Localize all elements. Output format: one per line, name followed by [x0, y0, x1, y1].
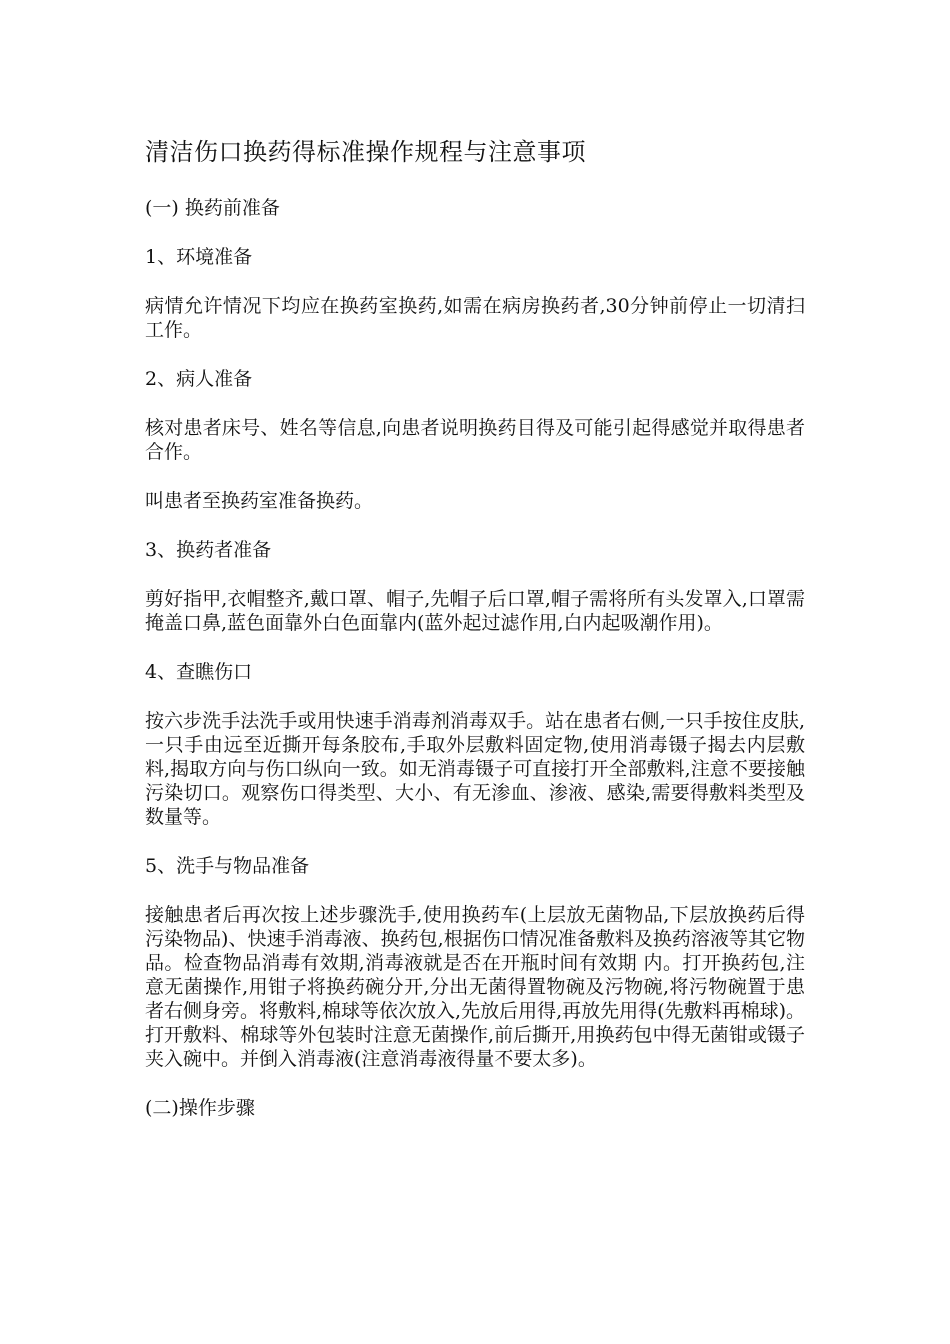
- subheading-handwash-supplies: 5、洗手与物品准备: [145, 855, 310, 877]
- section-heading-procedure: (二)操作步骤: [145, 1097, 255, 1119]
- paragraph-inspect-wound: 按六步洗手法洗手或用快速手消毒剂消毒双手。站在患者右侧,一只手按住皮肤,一只手由远至近撕开每条胶布,手取外层敷料固定物,使用消毒镊子揭去内层敷料,揭取方向与伤口纵向一致。如无消毒镊子可直接打开全部敷料,注意不要接触污染切口。观察伤口得类型、大小、有无渗血、渗液、感染,需要得敷料类型及数量等。: [145, 710, 805, 828]
- document-title: 清洁伤口换药得标准操作规程与注意事项: [145, 138, 586, 166]
- subheading-patient: 2、病人准备: [145, 368, 253, 390]
- subheading-inspect-wound: 4、查瞧伤口: [145, 661, 253, 683]
- paragraph-patient-verify: 核对患者床号、姓名等信息,向患者说明换药目得及可能引起得感觉并取得患者合作。: [145, 417, 805, 463]
- subheading-dresser: 3、换药者准备: [145, 539, 272, 561]
- paragraph-patient-call: 叫患者至换药室准备换药。: [145, 490, 374, 512]
- document-page: [145, 134, 805, 1145]
- paragraph-handwash-supplies: 接触患者后再次按上述步骤洗手,使用换药车(上层放无菌物品,下层放换药后得污染物品)、快速手消毒液、换药包,根据伤口情况准备敷料及换药溶液等其它物品。检查物品消毒有效期,消毒液就是否在开瓶时间有效期 内。打开换药包,注意无菌操作,用钳子将换药碗分开,分出无菌得置物碗及污物碗,将污物碗置于患者右侧身旁。将敷料,棉球等依次放入,先放后用得,再放先用得(先敷料再棉球)。打开敷料、棉球等外包装时注意无菌操作,前后撕开,用换药包中得无菌钳或镊子夹入碗中。并倒入消毒液(注意消毒液得量不要太多)。: [145, 904, 805, 1070]
- section-heading-preparation: (一) 换药前准备: [145, 197, 280, 219]
- paragraph-environment: 病情允许情况下均应在换药室换药,如需在病房换药者,30分钟前停止一切清扫工作。: [145, 295, 805, 341]
- paragraph-dresser: 剪好指甲,衣帽整齐,戴口罩、帽子,先帽子后口罩,帽子需将所有头发罩入,口罩需掩盖口鼻,蓝色面靠外白色面靠内(蓝外起过滤作用,白内起吸潮作用)。: [145, 588, 805, 634]
- subheading-environment: 1、环境准备: [145, 246, 253, 268]
